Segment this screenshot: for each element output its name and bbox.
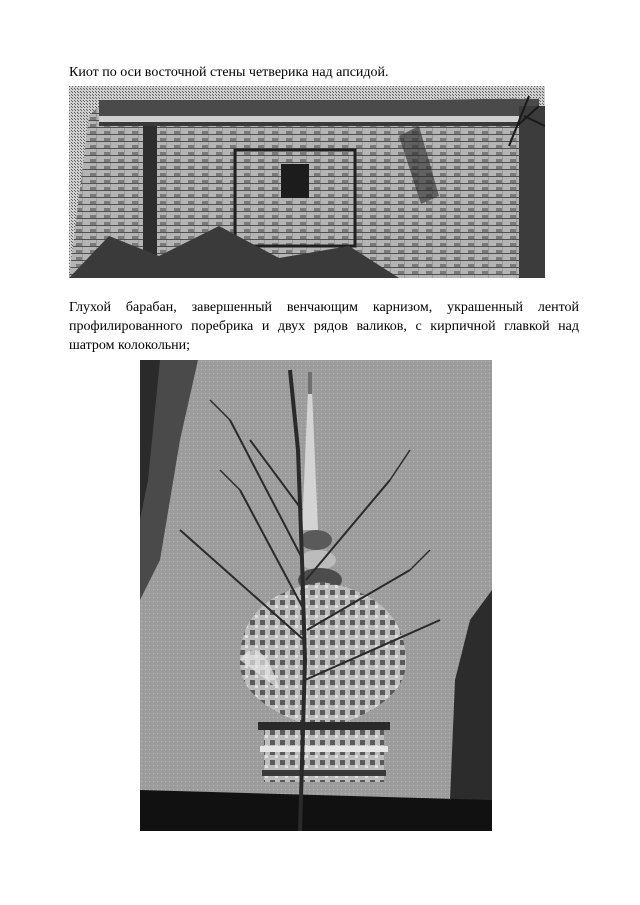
photo-bell-tower-dome — [140, 360, 492, 831]
photo-brick-wall-kiot — [69, 86, 545, 278]
caption-east-wall: Киот по оси восточной стены четверика над апсидой. — [69, 65, 389, 80]
caption-drum-dome: Глухой барабан, завершенный венчающим карнизом, украшенный лентой профилированного поребрика и двух рядов валиков, с кирпичной главкой над шатром колокольни; — [69, 300, 579, 353]
